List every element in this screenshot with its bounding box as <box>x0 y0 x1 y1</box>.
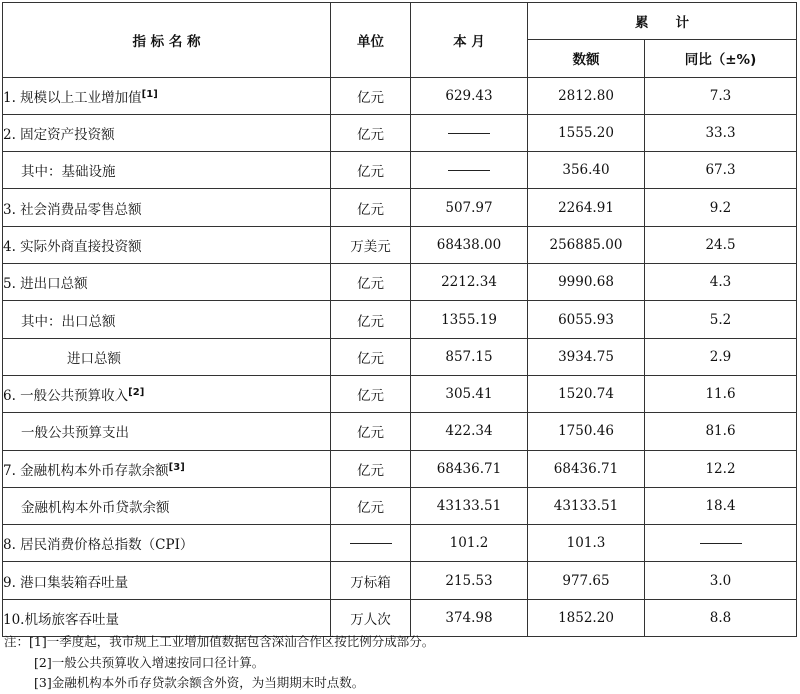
yoy-value <box>645 525 797 562</box>
cumulative-value-text: 9990.68 <box>558 274 614 291</box>
yoy-value-text: 2.9 <box>709 348 732 365</box>
indicator-name-text: 3. 社会消费品零售总额 <box>3 201 142 218</box>
month-value-text: 101.2 <box>449 535 489 552</box>
dash-mark <box>700 543 742 544</box>
unit-cell <box>331 301 411 338</box>
header-row-1 <box>3 3 797 40</box>
indicator-name-text: 金融机构本外币贷款余额 <box>21 500 170 516</box>
yoy-value-text: 67.3 <box>705 162 736 179</box>
unit-cell-text: 亿元 <box>357 201 384 218</box>
indicator-name <box>3 77 331 114</box>
unit-cell-text: 万美元 <box>350 238 391 255</box>
cumulative-value-text: 356.40 <box>562 162 610 179</box>
cumulative-value <box>528 226 645 263</box>
indicator-name-text: 5. 进出口总额 <box>3 276 88 293</box>
table-row <box>3 226 797 263</box>
month-value <box>411 77 528 114</box>
cumulative-value <box>528 301 645 338</box>
month-value <box>411 264 528 301</box>
indicator-name <box>3 301 331 338</box>
footnote-1: 注：[1]一季度起，我市规上工业增加值数据包含深汕合作区按比例分成部分。 <box>4 634 435 649</box>
unit-cell-text: 亿元 <box>357 313 384 330</box>
cumulative-value-text: 6055.93 <box>558 311 614 328</box>
indicator-name <box>3 114 331 151</box>
unit-cell <box>331 413 411 450</box>
indicator-name <box>3 264 331 301</box>
cumulative-value <box>528 413 645 450</box>
table-body <box>3 77 797 636</box>
indicator-name-text: 1. 规模以上工业增加值 <box>3 89 142 106</box>
cumulative-value-text: 256885.00 <box>549 236 623 253</box>
indicator-name <box>3 562 331 599</box>
month-value-text: 1355.19 <box>441 311 497 328</box>
yoy-value <box>645 487 797 524</box>
cumulative-value-text: 43133.51 <box>553 498 619 514</box>
unit-cell <box>331 189 411 226</box>
unit-cell-text: 亿元 <box>357 89 384 106</box>
table-row <box>3 114 797 151</box>
table-row <box>3 338 797 375</box>
indicator-name-text: 10.机场旅客吞吐量 <box>3 611 119 628</box>
indicator-name-text: 一般公共预算支出 <box>21 425 129 442</box>
unit-cell <box>331 599 411 636</box>
statistics-table <box>2 2 797 637</box>
indicator-name-text: 8. 居民消费价格总指数（CPI） <box>3 537 194 554</box>
indicator-name <box>3 525 331 562</box>
unit-cell <box>331 152 411 189</box>
table-row <box>3 301 797 338</box>
yoy-value-text: 9.2 <box>709 199 732 216</box>
header-cumulative: 累 计 <box>528 3 797 40</box>
unit-cell <box>331 450 411 487</box>
month-value <box>411 114 528 151</box>
indicator-name-text: 7. 金融机构本外币存款余额 <box>3 462 169 479</box>
table-row <box>3 413 797 450</box>
cumulative-value-text: 1555.20 <box>558 125 614 142</box>
cumulative-value <box>528 487 645 524</box>
header-yoy: 同比（±%) <box>645 40 797 77</box>
unit-cell-text: 亿元 <box>357 425 384 442</box>
cumulative-value-text: 1852.20 <box>558 609 614 626</box>
cumulative-value-text: 3934.75 <box>558 348 614 365</box>
table-row <box>3 77 797 114</box>
unit-cell <box>331 375 411 412</box>
table-row <box>3 525 797 562</box>
cumulative-value <box>528 114 645 151</box>
month-value-text: 422.34 <box>445 423 493 440</box>
month-value-text: 68436.71 <box>436 460 502 477</box>
cumulative-value <box>528 562 645 599</box>
table-row <box>3 487 797 524</box>
yoy-value <box>645 450 797 487</box>
cumulative-value-text: 68436.71 <box>553 460 619 477</box>
month-value <box>411 599 528 636</box>
unit-cell-text: 亿元 <box>357 127 384 144</box>
month-value <box>411 226 528 263</box>
footnote-2: [2]一般公共预算收入增速按同口径计算。 <box>34 654 265 670</box>
month-value <box>411 450 528 487</box>
unit-cell <box>331 114 411 151</box>
footnote-ref: [2] <box>128 387 145 399</box>
table-row <box>3 562 797 599</box>
header-month: 本 月 <box>411 3 528 78</box>
footnote-ref: [1] <box>141 88 158 100</box>
yoy-value <box>645 114 797 151</box>
month-value-text: 507.97 <box>445 199 493 216</box>
yoy-value <box>645 226 797 263</box>
indicator-name <box>3 413 331 450</box>
unit-cell <box>331 264 411 301</box>
footnote-3: [3]金融机构本外币存贷款余额含外资，为当期期末时点数。 <box>34 675 365 690</box>
dash-mark <box>350 543 392 544</box>
indicator-name <box>3 189 331 226</box>
yoy-value-text: 8.8 <box>709 609 732 626</box>
table-row <box>3 189 797 226</box>
cumulative-value <box>528 599 645 636</box>
cumulative-value <box>528 450 645 487</box>
indicator-name <box>3 375 331 412</box>
yoy-value <box>645 375 797 412</box>
yoy-value-text: 18.4 <box>705 498 736 514</box>
yoy-value-text: 11.6 <box>705 386 736 403</box>
indicator-name <box>3 450 331 487</box>
indicator-name <box>3 338 331 375</box>
cumulative-value-text: 101.3 <box>566 535 606 552</box>
yoy-value-text: 4.3 <box>709 274 732 291</box>
cumulative-value <box>528 189 645 226</box>
indicator-name <box>3 226 331 263</box>
table-row <box>3 599 797 636</box>
yoy-value <box>645 301 797 338</box>
indicator-name-text: 其中：基础设施 <box>21 164 116 181</box>
indicator-name-text: 2. 固定资产投资额 <box>3 127 115 144</box>
table-row <box>3 152 797 189</box>
yoy-value <box>645 599 797 636</box>
header-unit: 单位 <box>331 3 411 78</box>
unit-cell-text: 万标箱 <box>350 574 391 591</box>
month-value-text: 629.43 <box>445 87 493 104</box>
month-value-text: 68438.00 <box>436 236 502 253</box>
cumulative-value <box>528 338 645 375</box>
unit-cell-text: 亿元 <box>357 164 384 181</box>
unit-cell-text: 亿元 <box>357 350 384 367</box>
yoy-value-text: 12.2 <box>705 460 736 477</box>
indicator-name-text: 9. 港口集装箱吞吐量 <box>3 574 129 591</box>
footnote-ref: [3] <box>168 461 185 473</box>
cumulative-value-text: 1750.46 <box>558 423 614 440</box>
month-value <box>411 525 528 562</box>
month-value-text: 2212.34 <box>441 274 497 291</box>
cumulative-value <box>528 264 645 301</box>
unit-cell-text: 亿元 <box>357 500 384 516</box>
month-value <box>411 301 528 338</box>
unit-cell-text: 亿元 <box>357 276 384 293</box>
month-value <box>411 152 528 189</box>
month-value <box>411 562 528 599</box>
unit-cell <box>331 487 411 524</box>
indicator-name <box>3 152 331 189</box>
month-value-text: 215.53 <box>445 572 493 589</box>
table-row <box>3 450 797 487</box>
yoy-value-text: 24.5 <box>705 236 736 253</box>
yoy-value-text: 5.2 <box>709 311 732 328</box>
cumulative-value <box>528 375 645 412</box>
cumulative-value-text: 977.65 <box>562 572 610 589</box>
month-value-text: 305.41 <box>445 386 493 403</box>
unit-cell-text: 亿元 <box>357 388 384 405</box>
yoy-value <box>645 413 797 450</box>
unit-cell-text: 亿元 <box>357 462 384 479</box>
indicator-name <box>3 599 331 636</box>
indicator-name-text: 其中：出口总额 <box>21 313 116 330</box>
cumulative-value-text: 2264.91 <box>558 199 614 216</box>
cumulative-value <box>528 525 645 562</box>
yoy-value-text: 33.3 <box>705 125 736 142</box>
yoy-value <box>645 152 797 189</box>
cumulative-value-text: 2812.80 <box>558 87 614 104</box>
cumulative-value-text: 1520.74 <box>558 386 614 403</box>
yoy-value-text: 7.3 <box>709 87 732 104</box>
indicator-name-text: 6. 一般公共预算收入 <box>3 388 129 405</box>
yoy-value <box>645 264 797 301</box>
dash-mark <box>448 133 490 134</box>
indicator-name <box>3 487 331 524</box>
yoy-value <box>645 189 797 226</box>
unit-cell <box>331 226 411 263</box>
unit-cell <box>331 562 411 599</box>
indicator-name-text: 4. 实际外商直接投资额 <box>3 238 142 255</box>
table-row <box>3 264 797 301</box>
header-name: 指 标 名 称 <box>3 3 331 78</box>
unit-cell <box>331 525 411 562</box>
yoy-value <box>645 562 797 599</box>
cumulative-value <box>528 77 645 114</box>
month-value <box>411 338 528 375</box>
month-value <box>411 189 528 226</box>
unit-cell <box>331 77 411 114</box>
month-value-text: 857.15 <box>445 348 493 365</box>
unit-cell-text: 万人次 <box>350 611 391 628</box>
month-value-text: 43133.51 <box>436 498 502 514</box>
month-value <box>411 375 528 412</box>
yoy-value-text: 3.0 <box>709 572 732 589</box>
yoy-value-text: 81.6 <box>705 423 736 440</box>
table-row <box>3 375 797 412</box>
yoy-value <box>645 338 797 375</box>
header-amount: 数额 <box>528 40 645 77</box>
month-value <box>411 487 528 524</box>
yoy-value <box>645 77 797 114</box>
month-value <box>411 413 528 450</box>
dash-mark <box>448 170 490 171</box>
month-value-text: 374.98 <box>445 609 493 626</box>
footnotes <box>4 632 796 694</box>
unit-cell <box>331 338 411 375</box>
indicator-name-text: 进口总额 <box>67 350 121 367</box>
cumulative-value <box>528 152 645 189</box>
